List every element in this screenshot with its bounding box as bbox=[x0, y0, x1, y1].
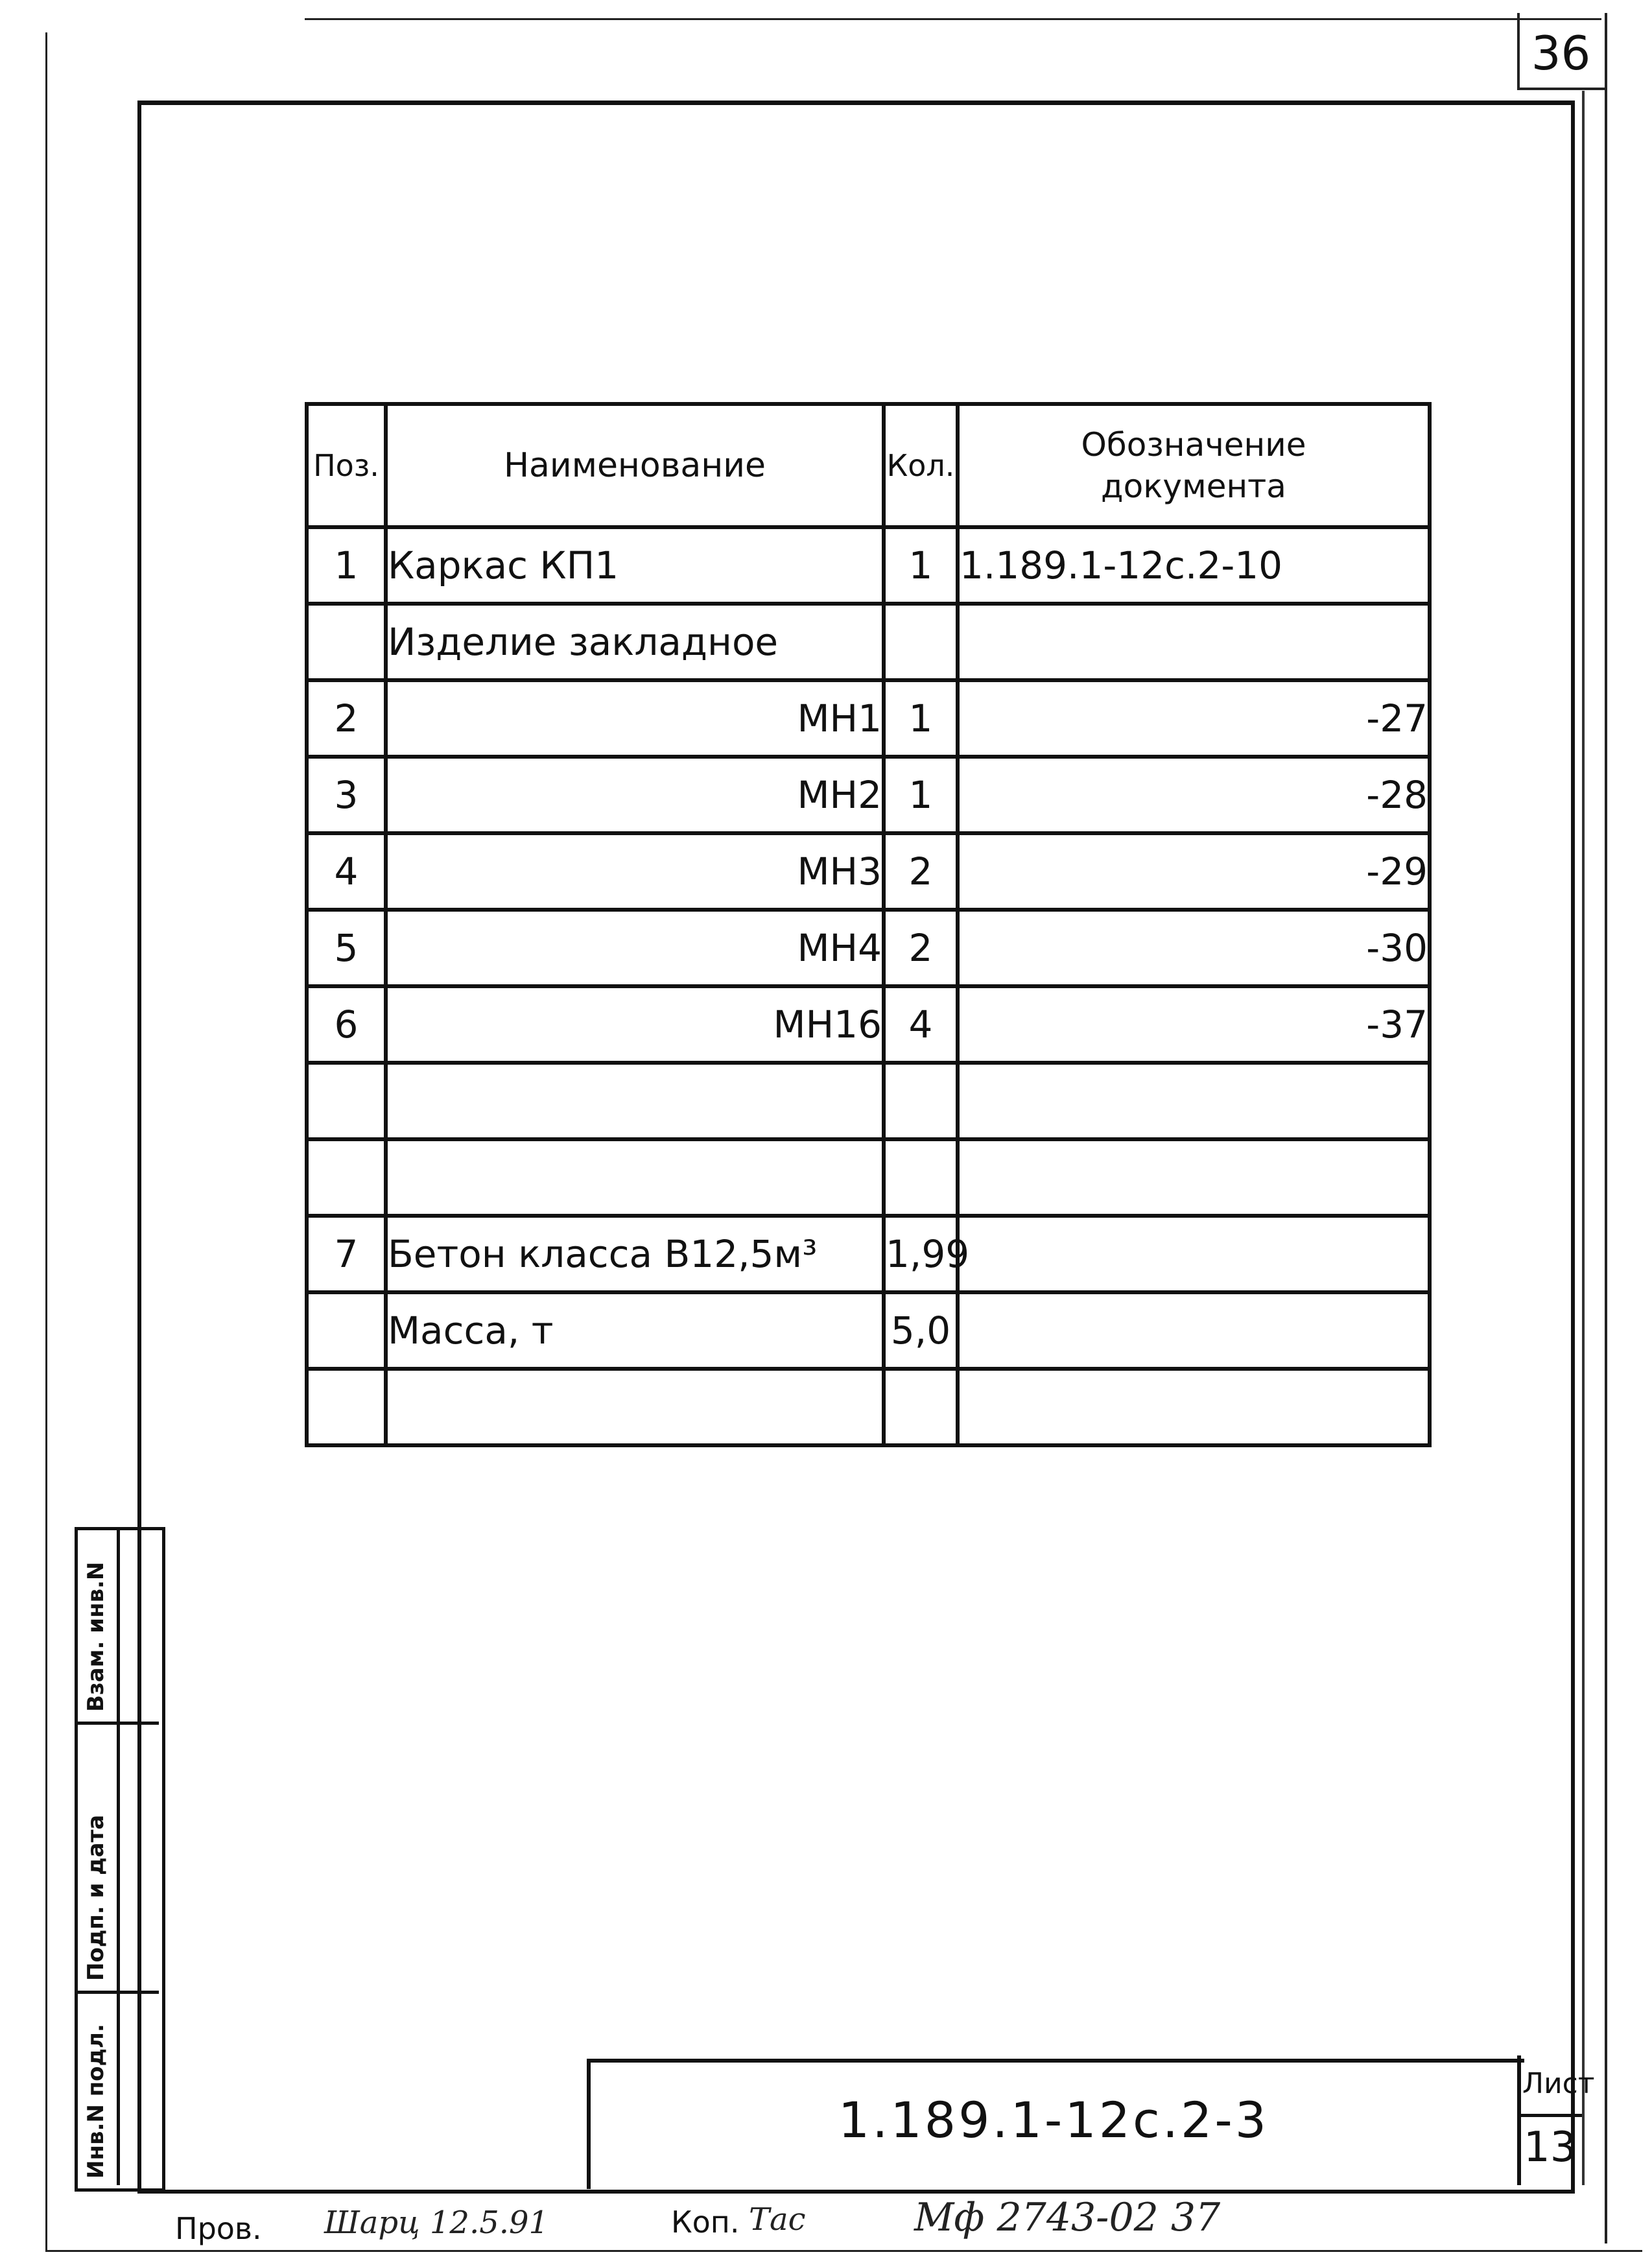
cell-doc: -30 bbox=[958, 910, 1430, 986]
cell-qty: 1 bbox=[884, 757, 958, 833]
cell-qty bbox=[884, 604, 958, 680]
sheet-value: 13 bbox=[1524, 2124, 1577, 2172]
cell-qty: 1,99 bbox=[884, 1216, 958, 1292]
cell-qty: 4 bbox=[884, 986, 958, 1063]
cell-qty: 1 bbox=[884, 527, 958, 604]
cell-doc: -27 bbox=[958, 680, 1430, 757]
archive-code: Мф 2743-02 37 bbox=[914, 2195, 1221, 2240]
header-pos: Поз. bbox=[307, 404, 386, 527]
table-row bbox=[307, 604, 1430, 680]
cell-qty: 5,0 bbox=[884, 1292, 958, 1369]
table-row-empty bbox=[307, 1139, 1430, 1216]
copy-label: Коп. bbox=[671, 2205, 740, 2240]
sheet-label: Лист bbox=[1522, 2067, 1595, 2100]
stamp-field-signature-date: Подп. и дата bbox=[83, 1814, 109, 1981]
cell-pos: 2 bbox=[307, 680, 386, 757]
table-row bbox=[307, 910, 1430, 986]
table-row bbox=[307, 986, 1430, 1063]
cell-name: МН1 bbox=[386, 680, 884, 757]
cell-pos bbox=[307, 1292, 386, 1369]
approval-stamp-divider bbox=[75, 1991, 159, 1994]
frame-right-line bbox=[1605, 13, 1607, 2243]
stamp-field-replacement-inventory: Взам. инв.N bbox=[83, 1561, 109, 1712]
cell-doc: -37 bbox=[958, 986, 1430, 1063]
cell-pos bbox=[307, 604, 386, 680]
stamp-field-original-inventory: Инв.N подл. bbox=[83, 2024, 109, 2179]
table-row bbox=[307, 833, 1430, 910]
approval-stamp-column-divider bbox=[117, 1527, 120, 2185]
cell-pos: 6 bbox=[307, 986, 386, 1063]
header-doc-line1: Обозначение bbox=[1081, 426, 1306, 464]
sheet-number: 36 bbox=[1531, 26, 1591, 80]
cell-doc bbox=[958, 1216, 1430, 1292]
document-code: 1.189.1-12с.2-3 bbox=[838, 2091, 1269, 2149]
header-doc bbox=[958, 404, 1430, 527]
cell-name: Каркас КП1 bbox=[386, 527, 884, 604]
cell-qty: 1 bbox=[884, 680, 958, 757]
copy-signature: Тас bbox=[749, 2201, 806, 2238]
cell-name: МН4 bbox=[386, 910, 884, 986]
checked-signature: Шарц 12.5.91 bbox=[324, 2205, 549, 2241]
header-doc-line2: документа bbox=[1101, 468, 1286, 505]
cell-pos: 7 bbox=[307, 1216, 386, 1292]
cell-pos: 1 bbox=[307, 527, 386, 604]
table-row bbox=[307, 1292, 1430, 1369]
cell-name: Изделие закладное bbox=[386, 604, 884, 680]
cell-qty: 2 bbox=[884, 910, 958, 986]
cell-name: Бетон класса В12,5м³ bbox=[386, 1216, 884, 1292]
table-header-row bbox=[307, 404, 1430, 527]
header-name: Наименование bbox=[386, 404, 884, 527]
table-row bbox=[307, 680, 1430, 757]
cell-doc: 1.189.1-12с.2-10 bbox=[958, 527, 1430, 604]
sheet-cell-divider bbox=[1517, 2114, 1582, 2117]
checked-label: Пров. bbox=[175, 2211, 262, 2246]
table-row-empty bbox=[307, 1369, 1430, 1445]
cell-pos: 5 bbox=[307, 910, 386, 986]
cell-name: МН2 bbox=[386, 757, 884, 833]
cell-pos: 4 bbox=[307, 833, 386, 910]
cell-name: МН16 bbox=[386, 986, 884, 1063]
cell-pos: 3 bbox=[307, 757, 386, 833]
cell-qty: 2 bbox=[884, 833, 958, 910]
cell-doc: -29 bbox=[958, 833, 1430, 910]
frame-top-line bbox=[305, 18, 1601, 20]
header-qty: Кол. bbox=[884, 404, 958, 527]
table-row-empty bbox=[307, 1063, 1430, 1139]
cell-doc bbox=[958, 1292, 1430, 1369]
cell-name: Масса, т bbox=[386, 1292, 884, 1369]
table-row bbox=[307, 527, 1430, 604]
cell-doc bbox=[958, 604, 1430, 680]
approval-stamp-divider bbox=[75, 1722, 159, 1725]
table-row bbox=[307, 757, 1430, 833]
table-row bbox=[307, 1216, 1430, 1292]
frame-right-inner-line bbox=[1582, 91, 1585, 2185]
cell-doc: -28 bbox=[958, 757, 1430, 833]
specification-table bbox=[305, 402, 1432, 1447]
cell-name: МН3 bbox=[386, 833, 884, 910]
